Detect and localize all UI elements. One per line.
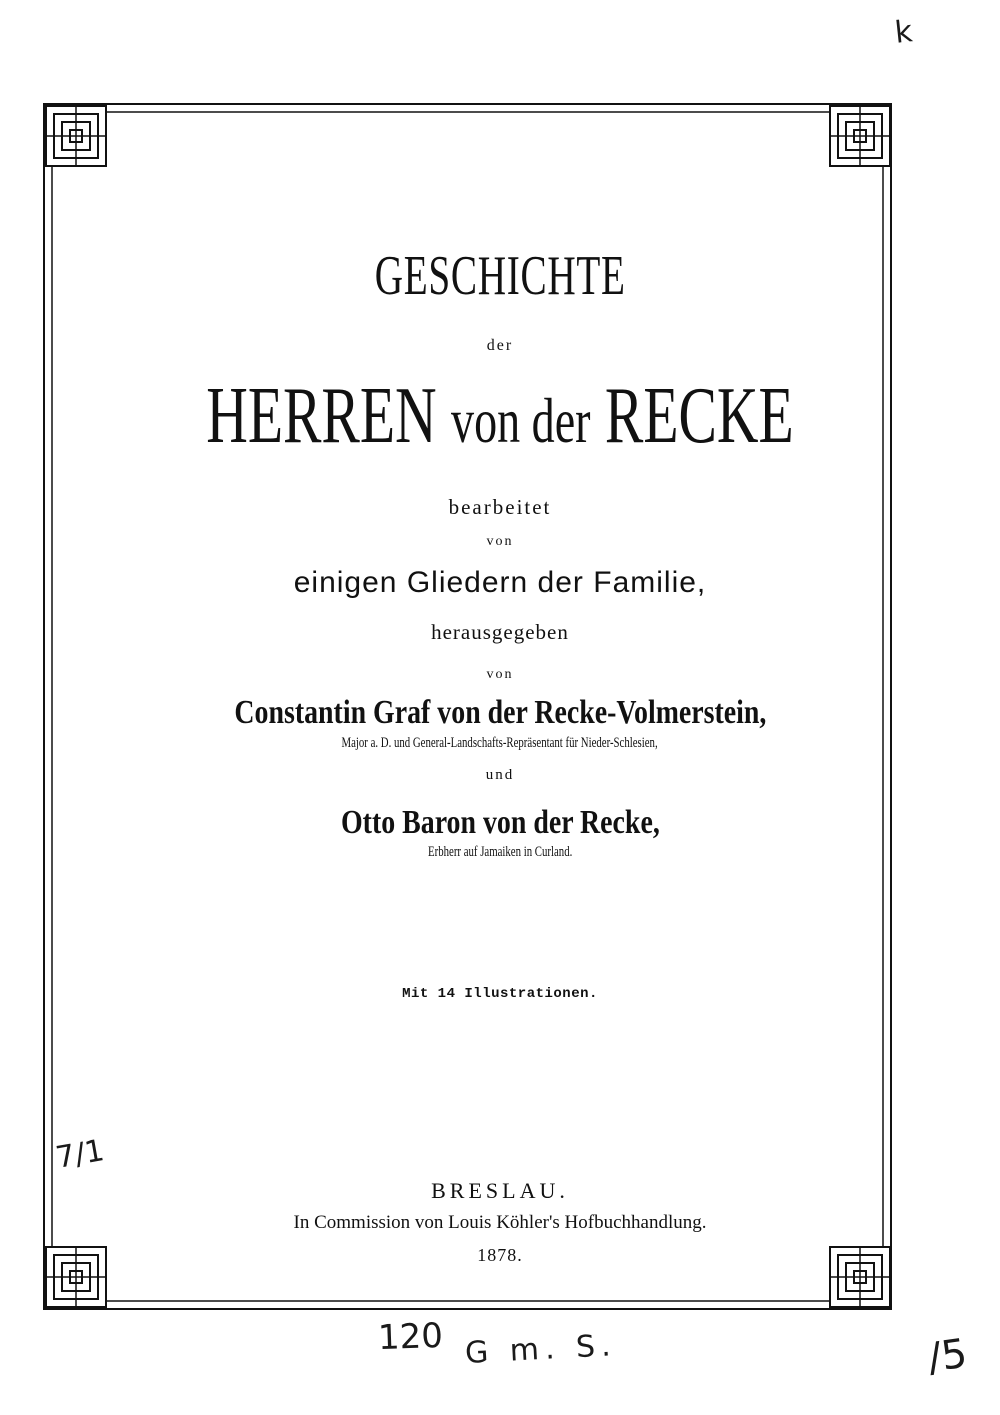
- editor-2-name: Otto Baron von der Recke,: [340, 804, 660, 841]
- handwritten-corner-mark: k: [893, 14, 915, 51]
- published-label: herausgegeben: [431, 620, 569, 644]
- publication-year: 1878.: [477, 1245, 523, 1265]
- connector-der: der: [486, 337, 514, 354]
- corner-ornament-top-right: [830, 106, 890, 166]
- title-von-der: von der: [451, 385, 591, 456]
- publisher: In Commission von Louis Köhler's Hofbuchhandlung.: [293, 1212, 707, 1233]
- publication-city: BRESLAU.: [431, 1178, 569, 1203]
- authors-group: einigen Gliedern der Familie,: [293, 566, 707, 599]
- corner-ornament-top-left: [46, 106, 106, 166]
- editor-1-name: Constantin Graf von der Recke-Volmerstein,: [233, 694, 766, 731]
- handwritten-margin-note: 7/1: [53, 1133, 107, 1176]
- title-herren: HERREN: [206, 372, 437, 460]
- edited-label: bearbeitet: [448, 495, 552, 519]
- connector-und: und: [485, 767, 515, 783]
- handwritten-page-mark: /5: [924, 1330, 970, 1382]
- editor-2-description: Erbherr auf Jamaiken in Curland.: [427, 844, 573, 860]
- illustrations-note: Mit 14 Illustrationen.: [402, 986, 598, 1002]
- title-recke: RECKE: [604, 372, 794, 460]
- connector-von-1: von: [486, 534, 514, 549]
- handwritten-shelf-mark: 120: [377, 1315, 444, 1359]
- title-herren-von-der-recke: [0, 372, 1000, 460]
- handwritten-initials: G m. S.: [464, 1328, 618, 1371]
- title-geschichte: GESCHICHTE: [374, 245, 626, 307]
- editor-1-description: Major a. D. und General-Landschafts-Repräsentant für Nieder-Schlesien,: [341, 735, 659, 751]
- connector-von-2: von: [486, 667, 514, 682]
